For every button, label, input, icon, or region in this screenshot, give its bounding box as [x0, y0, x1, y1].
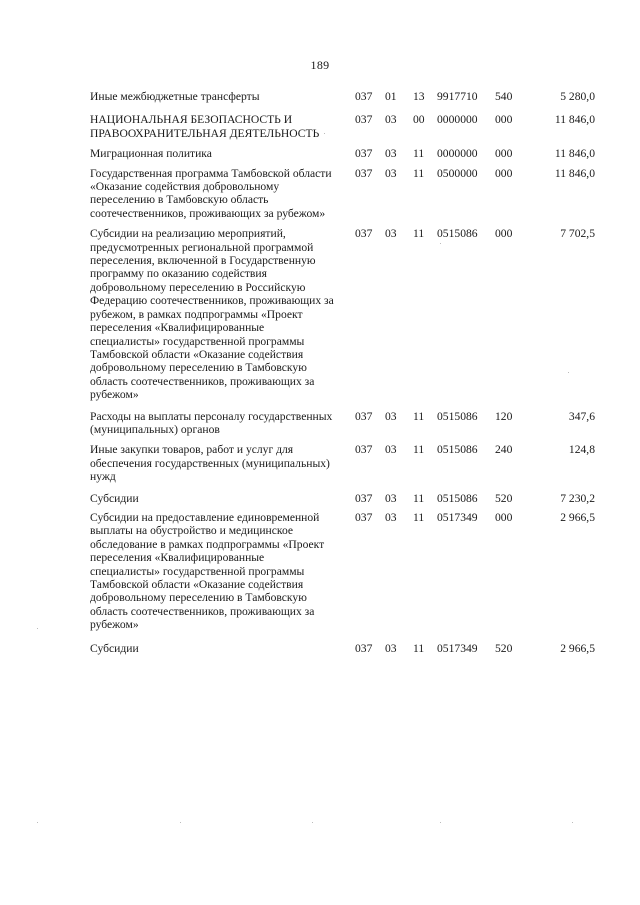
amount: 11 846,0 [554, 113, 595, 127]
scan-speck [572, 822, 573, 823]
target-article-code: 0000000 [437, 147, 478, 161]
amount: 7 230,2 [560, 491, 595, 505]
row-description: Иные закупки товаров, работ и услуг для обеспечения государственных (муниципальных) нужд [90, 443, 330, 484]
amount: 347,6 [568, 409, 595, 423]
section-code: 03 [385, 113, 397, 127]
amount: 11 846,0 [554, 166, 595, 180]
table-row [90, 147, 595, 164]
row-description: Субсидии [90, 491, 139, 505]
expense-type-code: 240 [495, 443, 513, 457]
section-code: 03 [385, 510, 397, 524]
table-row [90, 642, 595, 659]
ved-code: 037 [355, 113, 373, 127]
expense-type-code: 000 [495, 166, 513, 180]
expense-type-code: 520 [495, 641, 513, 655]
scan-speck [568, 372, 569, 373]
section-code: 03 [385, 147, 397, 161]
section-code: 03 [385, 166, 397, 180]
expense-type-code: 000 [495, 510, 513, 524]
target-article-code: 9917710 [437, 90, 478, 103]
row-description: Расходы на выплаты персоналу государственных (муниципальных) органов [90, 409, 333, 436]
scan-speck [37, 822, 38, 823]
expense-type-code: 000 [495, 227, 513, 241]
table-row [90, 443, 595, 487]
target-article-code: 0515086 [437, 227, 478, 241]
amount: 2 966,5 [560, 641, 595, 655]
ved-code: 037 [355, 166, 373, 180]
page-number: 189 [310, 58, 330, 72]
ved-code: 037 [355, 491, 373, 505]
target-article-code: 0517349 [437, 510, 478, 524]
target-article-code: 0500000 [437, 166, 478, 180]
expense-type-code: 540 [495, 90, 513, 103]
row-description: Государственная программа Тамбовской области «Оказание содействия добровольному переселению в Тамбовскую область соотечественников, проживающих за рубежом» [90, 166, 332, 220]
ved-code: 037 [355, 409, 373, 423]
subsection-code: 11 [413, 147, 425, 161]
scan-speck [440, 822, 441, 823]
expense-type-code: 000 [495, 147, 513, 161]
target-article-code: 0515086 [437, 409, 478, 423]
subsection-code: 11 [413, 443, 425, 457]
subsection-code: 00 [413, 113, 425, 127]
subsection-code: 11 [413, 409, 425, 423]
subsection-code: 11 [413, 510, 425, 524]
section-code: 01 [385, 90, 397, 103]
subsection-code: 11 [413, 227, 425, 241]
section-code: 03 [385, 227, 397, 241]
budget-table [90, 90, 595, 659]
amount: 11 846,0 [554, 147, 595, 161]
table-row [90, 511, 595, 636]
target-article-code: 0515086 [437, 491, 478, 505]
amount: 124,8 [568, 443, 595, 457]
subsection-code: 13 [413, 90, 425, 103]
ved-code: 037 [355, 147, 373, 161]
row-description: Иные межбюджетные трансферты [90, 90, 260, 103]
scan-speck [37, 628, 38, 629]
table-row [90, 113, 595, 144]
table-row [90, 90, 595, 107]
ved-code: 037 [355, 443, 373, 457]
target-article-code: 0000000 [437, 113, 478, 127]
table-row [90, 227, 595, 405]
ved-code: 037 [355, 510, 373, 524]
table-row [90, 167, 595, 225]
ved-code: 037 [355, 641, 373, 655]
amount: 7 702,5 [560, 227, 595, 241]
row-description: НАЦИОНАЛЬНАЯ БЕЗОПАСНОСТЬ И ПРАВООХРАНИТЕЛЬНАЯ ДЕЯТЕЛЬНОСТЬ [90, 113, 320, 140]
subsection-code: 11 [413, 641, 425, 655]
ved-code: 037 [355, 227, 373, 241]
subsection-code: 11 [413, 166, 425, 180]
row-description: Субсидии на предоставление единовременной выплаты на обустройство и медицинское обследование в рамках подпрограммы «Проект переселения «Квалифицированные специалисты» государственной программы Тамбовской области «Оказание содействия добровольному переселению в Тамбовскую область соотечественников, проживающих за рубежом» [90, 510, 325, 632]
scan-speck [312, 822, 313, 823]
row-description: Миграционная политика [90, 147, 212, 161]
ved-code: 037 [355, 90, 373, 103]
expense-type-code: 000 [495, 113, 513, 127]
target-article-code: 0515086 [437, 443, 478, 457]
subsection-code: 11 [413, 491, 425, 505]
row-description: Субсидии на реализацию мероприятий, предусмотренных региональной программой переселения, включенной в Государственную программу по оказанию содействия добровольному переселению в Российскую Федерацию соотечественников, проживающих за рубежом, в рамках подпрограммы «Проект переселения «Квалифицированные специалисты» государственной программы Тамбовской области «Оказание содействия добровольному переселению в Тамбовскую область соотечественников, проживающих за рубежом» [90, 227, 334, 402]
table-row [90, 410, 595, 441]
section-code: 03 [385, 641, 397, 655]
amount: 2 966,5 [560, 510, 595, 524]
scan-speck [180, 822, 181, 823]
section-code: 03 [385, 409, 397, 423]
section-code: 03 [385, 491, 397, 505]
amount: 5 280,0 [560, 90, 595, 103]
table-row [90, 492, 595, 509]
expense-type-code: 520 [495, 491, 513, 505]
section-code: 03 [385, 443, 397, 457]
scan-speck [324, 133, 325, 134]
scan-speck [440, 243, 441, 244]
expense-type-code: 120 [495, 409, 513, 423]
target-article-code: 0517349 [437, 641, 478, 655]
row-description: Субсидии [90, 641, 139, 655]
